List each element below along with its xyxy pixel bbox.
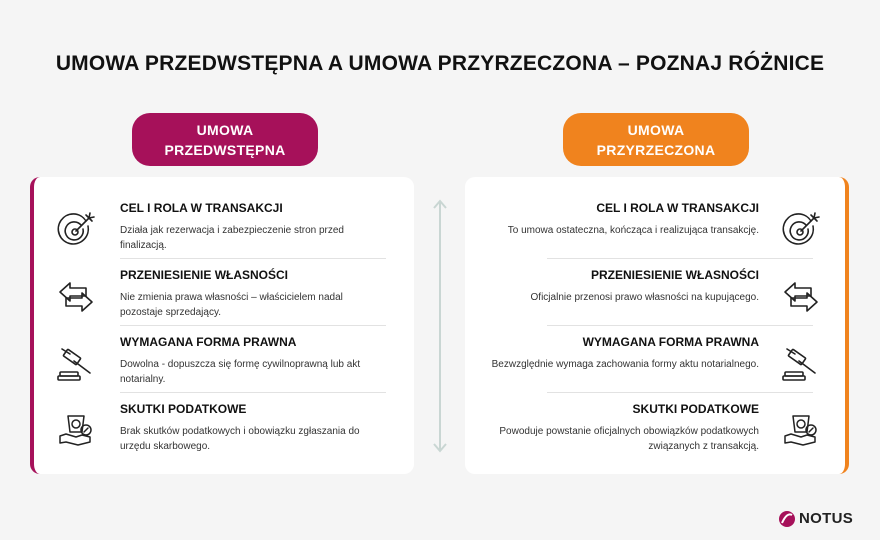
section-title: WYMAGANA FORMA PRAWNA [582,335,759,349]
heading-pill-przedwstepna [132,113,318,166]
section-text: To umowa ostateczna, kończąca i realizująca transakcję. [507,225,759,236]
divider [547,325,813,326]
section-title: PRZENIESIENIE WŁASNOŚCI [120,268,289,282]
exchange-arrows-icon [56,276,96,316]
divider [547,258,813,259]
section-title: SKUTKI PODATKOWE [120,402,247,416]
card-przedwstepna [30,177,414,474]
gavel-icon [781,343,821,383]
section-podatki [56,402,388,468]
heading-line-2: PRZEDWSTĘPNA [164,141,286,158]
section-text: Działa jak rezerwacja i zabezpieczenie stron przed finalizacją. [120,225,344,251]
tax-hand-icon [56,410,96,450]
double-arrow-vertical-icon [432,198,448,454]
divider [120,258,386,259]
section-title: SKUTKI PODATKOWE [632,402,759,416]
section-title: WYMAGANA FORMA PRAWNA [120,335,297,349]
target-icon [56,209,96,249]
section-title: CEL I ROLA W TRANSAKCJI [596,201,759,215]
tax-hand-icon [781,410,821,450]
heading-line-1: UMOWA [627,121,685,138]
section-text: Dowolna - dopuszcza się formę cywilnoprawną lub akt notarialny. [120,359,361,385]
page-title: UMOWA PRZEDWSTĘPNA A UMOWA PRZYRZECZONA – POZNAJ RÓŻNICE [55,52,825,75]
section-text: Bezwzględnie wymaga zachowania formy aktu notarialnego. [491,359,759,370]
exchange-arrows-icon [781,276,821,316]
section-text: Nie zmienia prawa własności – właścicielem nadal pozostaje sprzedający. [120,292,343,318]
target-icon [781,209,821,249]
section-podatki [487,402,821,468]
card-przyrzeczona [465,177,849,474]
notus-logo [778,508,858,530]
section-text: Powoduje powstanie oficjalnych obowiązków podatkowych związanych z transakcją. [499,426,759,452]
heading-line-1: UMOWA [196,121,254,138]
divider [547,392,813,393]
logo-text: NOTUS [799,510,853,527]
heading-pill-przyrzeczona [563,113,749,166]
section-title: PRZENIESIENIE WŁASNOŚCI [590,268,759,282]
notus-logo-icon [778,510,796,528]
section-text: Brak skutków podatkowych i obowiązku zgłaszania do urzędu skarbowego. [120,426,360,452]
divider [120,325,386,326]
heading-line-2: PRZYRZECZONA [596,141,716,158]
divider [120,392,386,393]
gavel-icon [56,343,96,383]
section-title: CEL I ROLA W TRANSAKCJI [120,201,283,215]
section-text: Oficjalnie przenosi prawo własności na kupującego. [530,292,759,303]
